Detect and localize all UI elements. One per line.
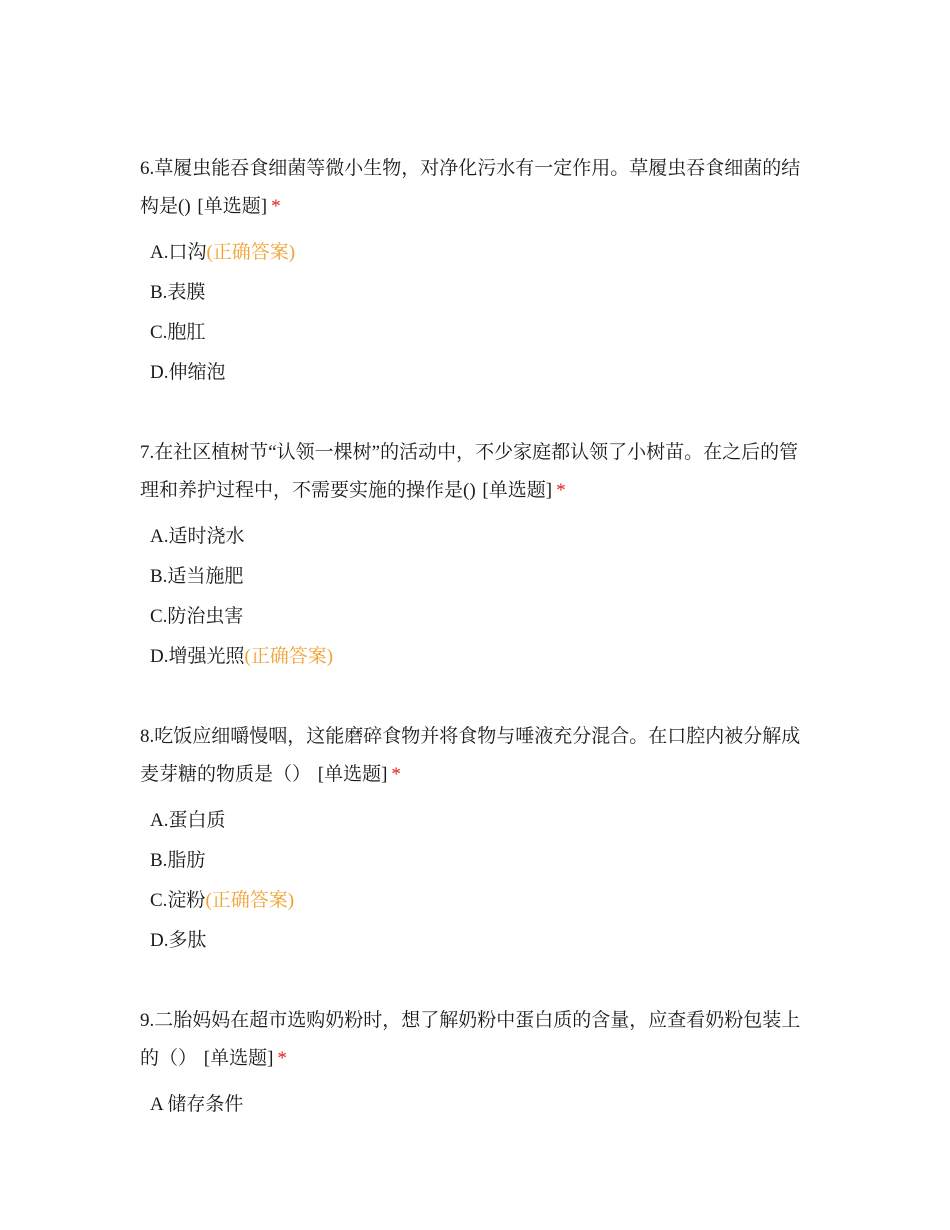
question-number: 9. — [140, 1010, 155, 1031]
question-title — [140, 718, 812, 794]
option-label: D.增强光照 — [150, 646, 245, 667]
question-number: 7. — [140, 442, 155, 463]
correct-answer-badge: (正确答案) — [244, 646, 334, 667]
option-c — [150, 597, 812, 637]
question-text: 在社区植树节“认领一棵树”的活动中，不少家庭都认领了小树苗。在之后的管理和养护过程中，不需要实施的操作是() — [140, 442, 799, 501]
question-text: 草履虫能吞食细菌等微小生物，对净化污水有一定作用。草履虫吞食细菌的结构是() — [140, 158, 801, 217]
option-a — [150, 233, 812, 273]
required-marker: * — [277, 1048, 287, 1069]
option-c — [150, 313, 812, 353]
option-a — [150, 801, 812, 841]
question-text: 吃饭应细嚼慢咽，这能磨碎食物并将食物与唾液充分混合。在口腔内被分解成麦芽糖的物质是（） — [140, 726, 801, 785]
correct-answer-badge: (正确答案) — [205, 890, 295, 911]
option-label: D.多肽 — [150, 930, 207, 951]
survey-answer-sheet — [140, 150, 812, 1125]
option-list — [140, 1085, 812, 1125]
question-text: 二胎妈妈在超市选购奶粉时，想了解奶粉中蛋白质的含量，应查看奶粉包装上的（） — [140, 1010, 801, 1069]
option-label: C.防治虫害 — [150, 606, 244, 627]
option-a — [150, 517, 812, 557]
correct-answer-badge: (正确答案) — [206, 242, 296, 263]
question-9 — [140, 1002, 812, 1125]
question-8 — [140, 718, 812, 961]
option-b — [150, 557, 812, 597]
question-number: 8. — [140, 726, 155, 747]
question-6 — [140, 150, 812, 393]
question-7 — [140, 434, 812, 677]
option-label: A.适时浇水 — [150, 526, 245, 547]
option-label: B.脂肪 — [150, 850, 206, 871]
question-type: [单选题] — [203, 1048, 274, 1069]
question-number: 6. — [140, 158, 155, 179]
option-label: B.适当施肥 — [150, 566, 244, 587]
question-type: [单选题] — [197, 196, 268, 217]
option-b — [150, 273, 812, 313]
option-label: C.胞肛 — [150, 322, 206, 343]
option-label: A.蛋白质 — [150, 810, 226, 831]
option-d — [150, 921, 812, 961]
option-label: D.伸缩泡 — [150, 362, 226, 383]
question-type: [单选题] — [482, 480, 553, 501]
option-d — [150, 353, 812, 393]
option-list — [140, 233, 812, 393]
required-marker: * — [271, 196, 281, 217]
option-list — [140, 517, 812, 677]
option-list — [140, 801, 812, 961]
option-d — [150, 637, 812, 677]
question-title — [140, 150, 812, 226]
required-marker: * — [391, 764, 401, 785]
required-marker: * — [556, 480, 566, 501]
option-label: A.口沟 — [150, 242, 207, 263]
question-title — [140, 1002, 812, 1078]
option-label: B.表膜 — [150, 282, 206, 303]
option-c — [150, 881, 812, 921]
option-label: C.淀粉 — [150, 890, 206, 911]
question-type: [单选题] — [317, 764, 388, 785]
option-label: A 储存条件 — [150, 1094, 244, 1115]
option-a — [150, 1085, 812, 1125]
question-title — [140, 434, 812, 510]
option-b — [150, 841, 812, 881]
